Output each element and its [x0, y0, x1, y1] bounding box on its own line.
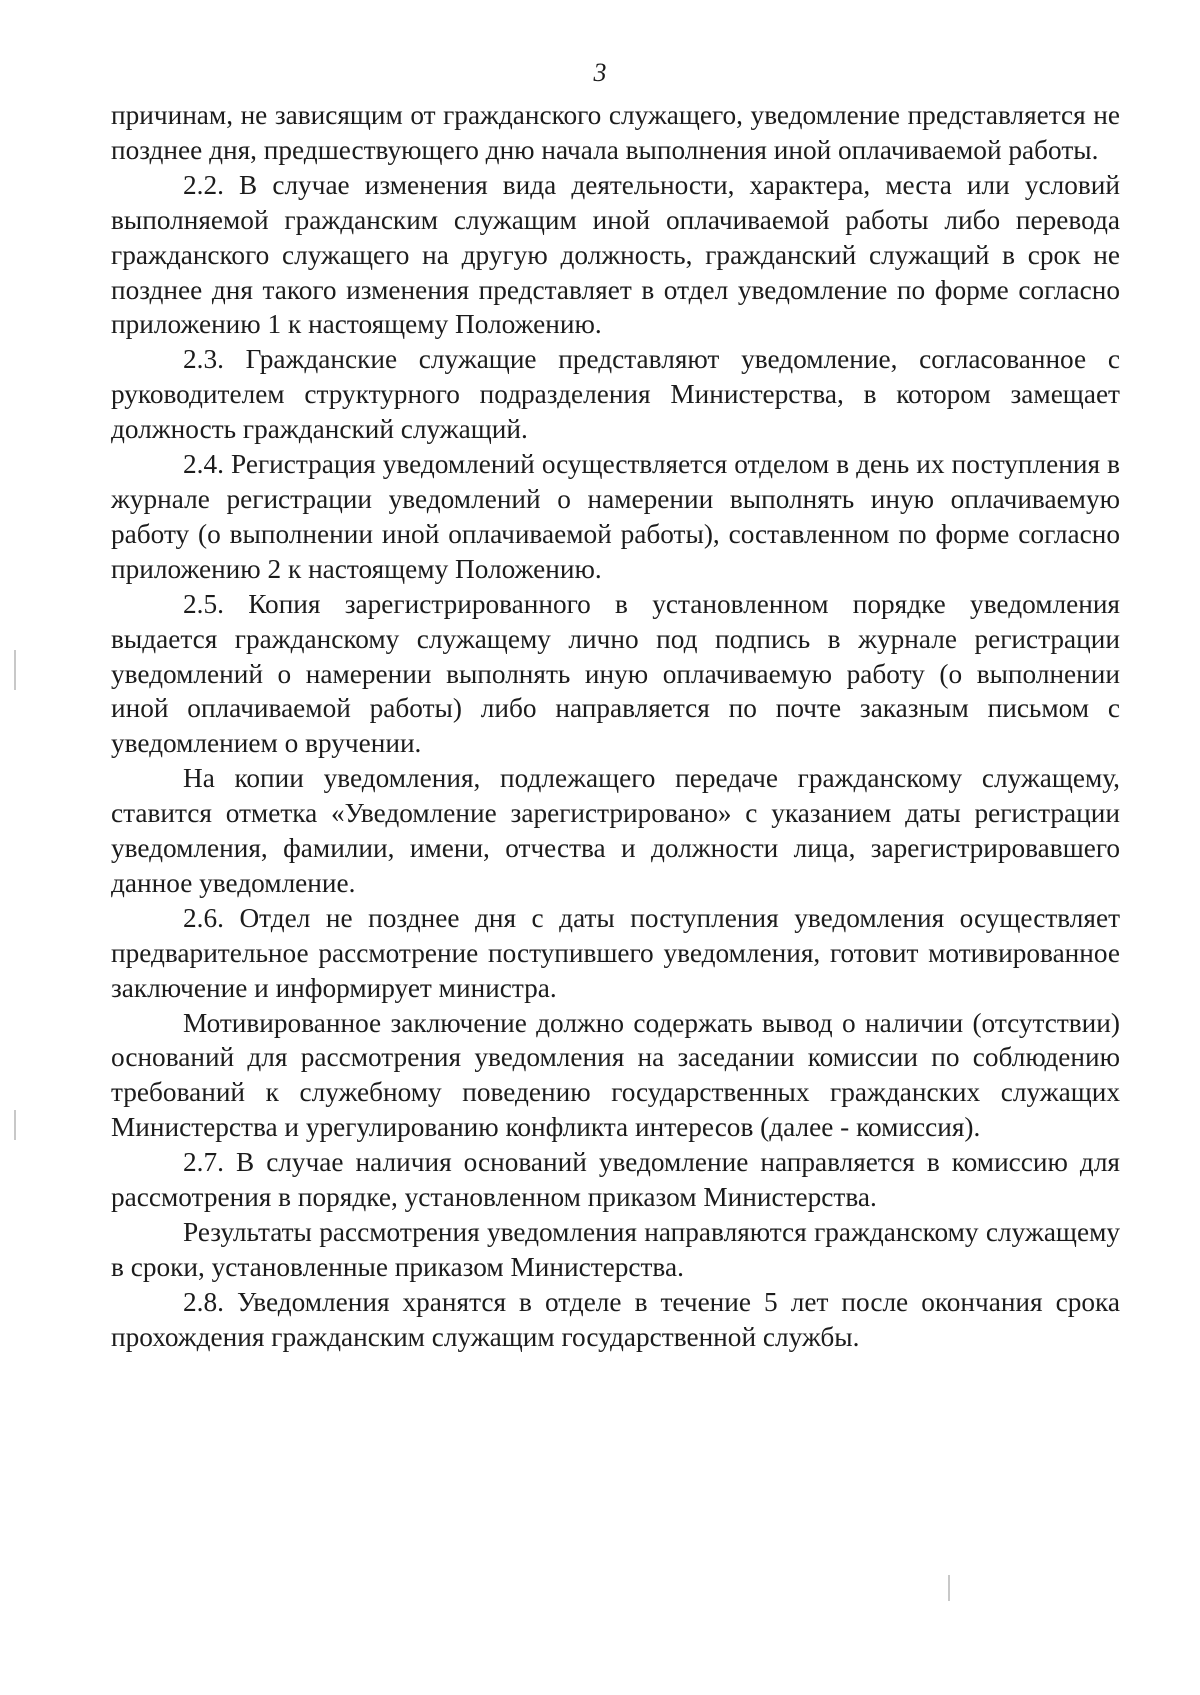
- paragraph-2-3: 2.3. Гражданские служащие представляют уведомление, согласованное с руководителем структурного подразделения Министерства, в котором замещает должность гражданский служащий.: [111, 344, 1120, 445]
- paragraph-2-7-results: Результаты рассмотрения уведомления направляются гражданскому служащему в сроки, установленные приказом Министерства.: [111, 1217, 1120, 1282]
- paragraph-2-6-conclusion: Мотивированное заключение должно содержать вывод о наличии (отсутствии) оснований для рассмотрения уведомления на заседании комиссии по соблюдению требований к служебному поведению государственных гражданских служащих Министерства и урегулированию конфликта интересов (далее - комиссия).: [111, 1007, 1120, 1143]
- paragraph-2-2: 2.2. В случае изменения вида деятельности, характера, места или условий выполняемой гражданским служащим иной оплачиваемой работы либо перевода гражданского служащего на другую должность, гражданский служащий в срок не позднее дня такого изменения представляет в отдел уведомление по форме согласно приложению 1 к настоящему Положению.: [111, 169, 1120, 340]
- paragraph-2-8: 2.8. Уведомления хранятся в отделе в течение 5 лет после окончания срока прохождения гражданским служащим государственной службы.: [111, 1286, 1120, 1352]
- document-body: [111, 98, 1120, 1355]
- paragraph-2-5: 2.5. Копия зарегистрированного в установленном порядке уведомления выдается гражданскому служащему лично под подпись в журнале регистрации уведомлений о намерении выполнять иную оплачиваемую работу (о выполнении иной оплачиваемой работы) либо направляется по почте заказным письмом с уведомлением о вручении.: [111, 588, 1120, 759]
- paragraph-2-7: 2.7. В случае наличия оснований уведомление направляется в комиссию для рассмотрения в порядке, установленном приказом Министерства.: [111, 1147, 1120, 1213]
- scan-mark-right: [948, 1575, 950, 1601]
- page-number: 3: [593, 58, 607, 87]
- paragraph-2-5-note: На копии уведомления, подлежащего передаче гражданскому служащему, ставится отметка «Уведомление зарегистрировано» с указанием даты регистрации уведомления, фамилии, имени, отчества и должности лица, зарегистрировавшего данное уведомление.: [111, 763, 1120, 898]
- paragraph-2-4: 2.4. Регистрация уведомлений осуществляется отделом в день их поступления в журнале регистрации уведомлений о намерении выполнять иную оплачиваемую работу (о выполнении иной оплачиваемой работы), составленном по форме согласно приложению 2 к настоящему Положению.: [111, 449, 1120, 584]
- scan-mark-left: [14, 650, 16, 690]
- paragraph-2-6: 2.6. Отдел не позднее дня с даты поступления уведомления осуществляет предварительное рассмотрение поступившего уведомления, готовит мотивированное заключение и информирует министра.: [111, 902, 1120, 1003]
- scan-mark-left-lower: [14, 1110, 16, 1140]
- paragraph-continuation: причинам, не зависящим от гражданского служащего, уведомление представляется не позднее дня, предшествующего дню начала выполнения иной оплачиваемой работы.: [111, 100, 1120, 165]
